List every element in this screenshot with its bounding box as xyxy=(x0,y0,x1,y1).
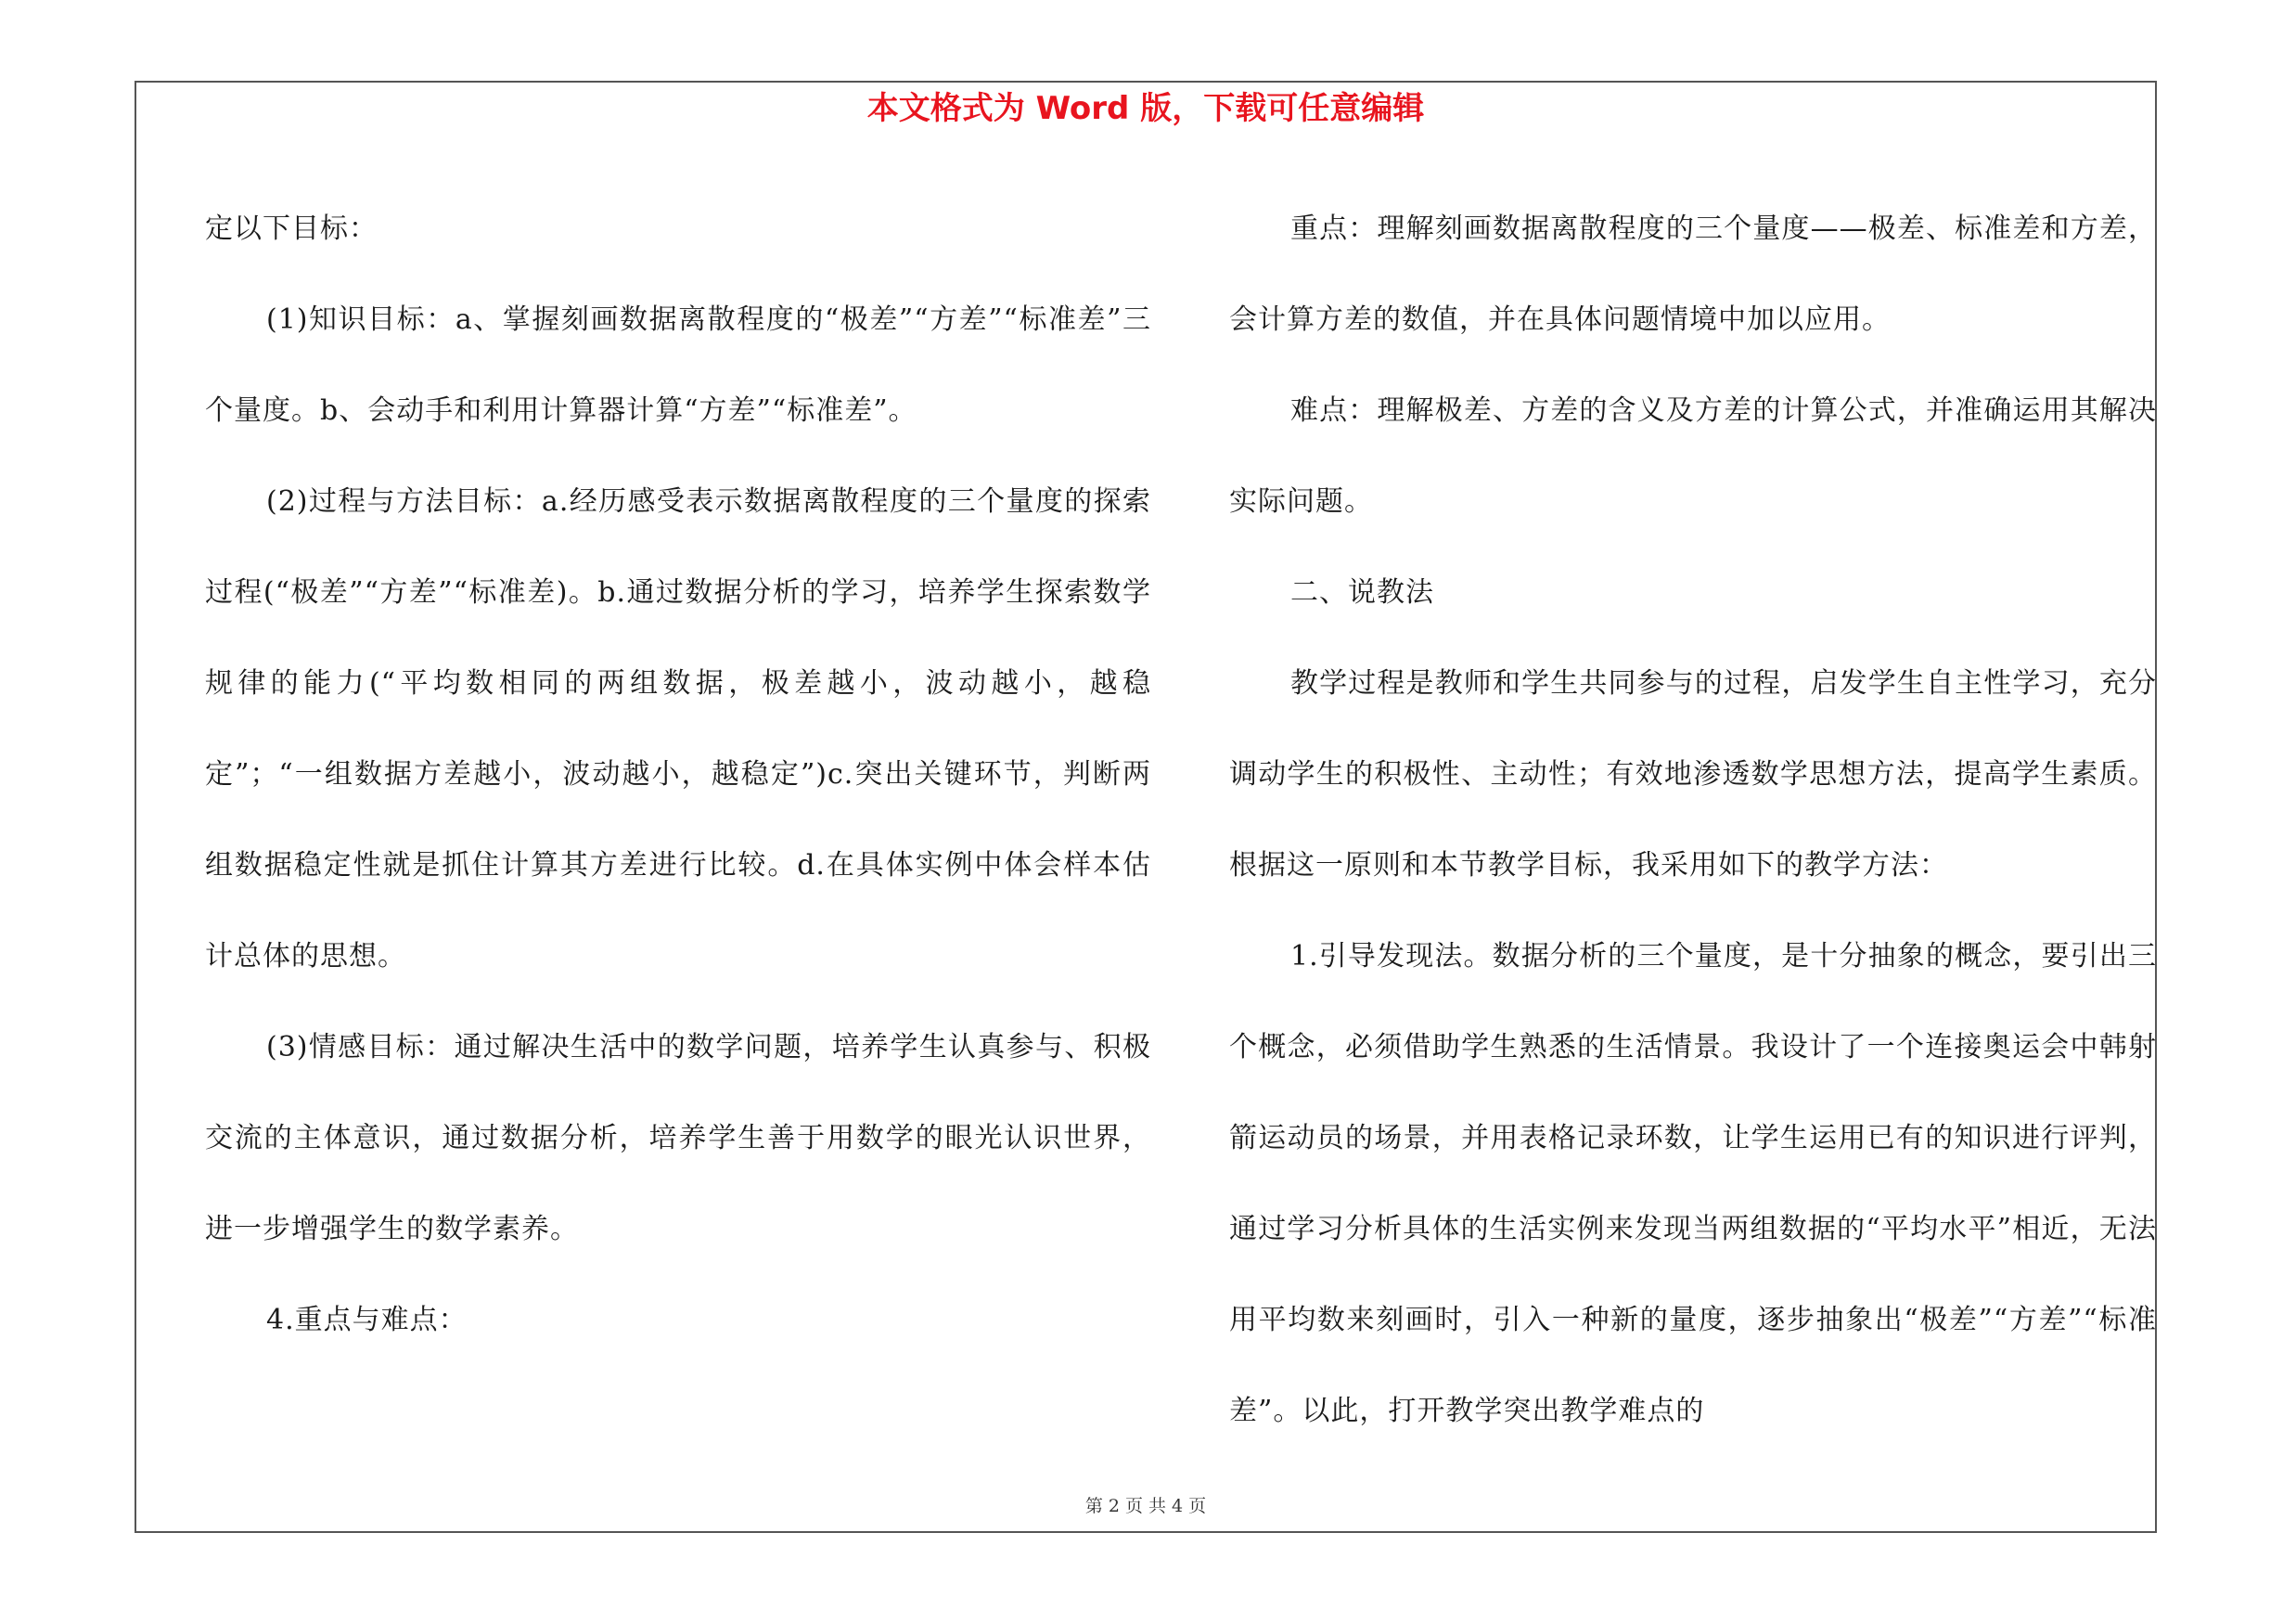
paragraph-key-point: 重点：理解刻画数据离散程度的三个量度——极差、标准差和方差，会计算方差的数值，并在具体问题情境中加以应用。 xyxy=(1229,213,2157,336)
paragraph-guided-discovery: 1.引导发现法。数据分析的三个量度，是十分抽象的概念，要引出三个概念，必须借助学生熟悉的生活情景。我设计了一个连接奥运会中韩射箭运动员的场景，并用表格记录环数，让学生运用已有的知识进行评判，通过学习分析具体的生活实例来发现当两组数据的“平均水平”相近，无法用平均数来刻画时，引入一种新的量度，逐步抽象出“极差”“方差”“标准差”。以此，打开教学突出教学难点的 xyxy=(1229,940,2157,1427)
paragraph-teaching-process: 教学过程是教师和学生共同参与的过程，启发学生自主性学习，充分调动学生的积极性、主动性；有效地渗透数学思想方法，提高学生素质。根据这一原则和本节教学目标，我采用如下的教学方法： xyxy=(1229,667,2157,882)
left-text-column xyxy=(205,184,1151,1366)
paragraph: 定以下目标： xyxy=(205,213,378,245)
page-number: 第 2 页 共 4 页 xyxy=(1084,1496,1207,1516)
section-heading-key-points: 4.重点与难点： xyxy=(266,1304,468,1336)
paragraph-process-method-goal: (2)过程与方法目标：a.经历感受表示数据离散程度的三个量度的探索过程(“极差”“方差”“标准差)。b.通过数据分析的学习，培养学生探索数学规律的能力(“平均数相同的两组数据，极差越小，波动越小，越稳定”；“一组数据方差越小，波动越小，越稳定”)c.突出关键环节，判断两组数据稳定性就是抓住计算其方差进行比较。d.在具体实例中体会样本估计总体的思想。 xyxy=(205,485,1151,973)
paragraph-difficult-point: 难点：理解极差、方差的含义及方差的计算公式，并准确运用其解决实际问题。 xyxy=(1229,394,2157,518)
paragraph-emotional-goal: (3)情感目标：通过解决生活中的数学问题，培养学生认真参与、积极交流的主体意识，通过数据分析，培养学生善于用数学的眼光认识世界，进一步增强学生的数学素养。 xyxy=(205,1031,1151,1245)
paragraph-knowledge-goal: (1)知识目标：a、掌握刻画数据离散程度的“极差”“方差”“标准差”三个量度。b、会动手和利用计算器计算“方差”“标准差”。 xyxy=(205,303,1151,427)
right-text-column xyxy=(1229,184,2157,1457)
section-heading-teaching-method: 二、说教法 xyxy=(1290,576,1434,609)
editable-format-banner: 本文格式为 Word 版，下载可任意编辑 xyxy=(866,90,1425,127)
